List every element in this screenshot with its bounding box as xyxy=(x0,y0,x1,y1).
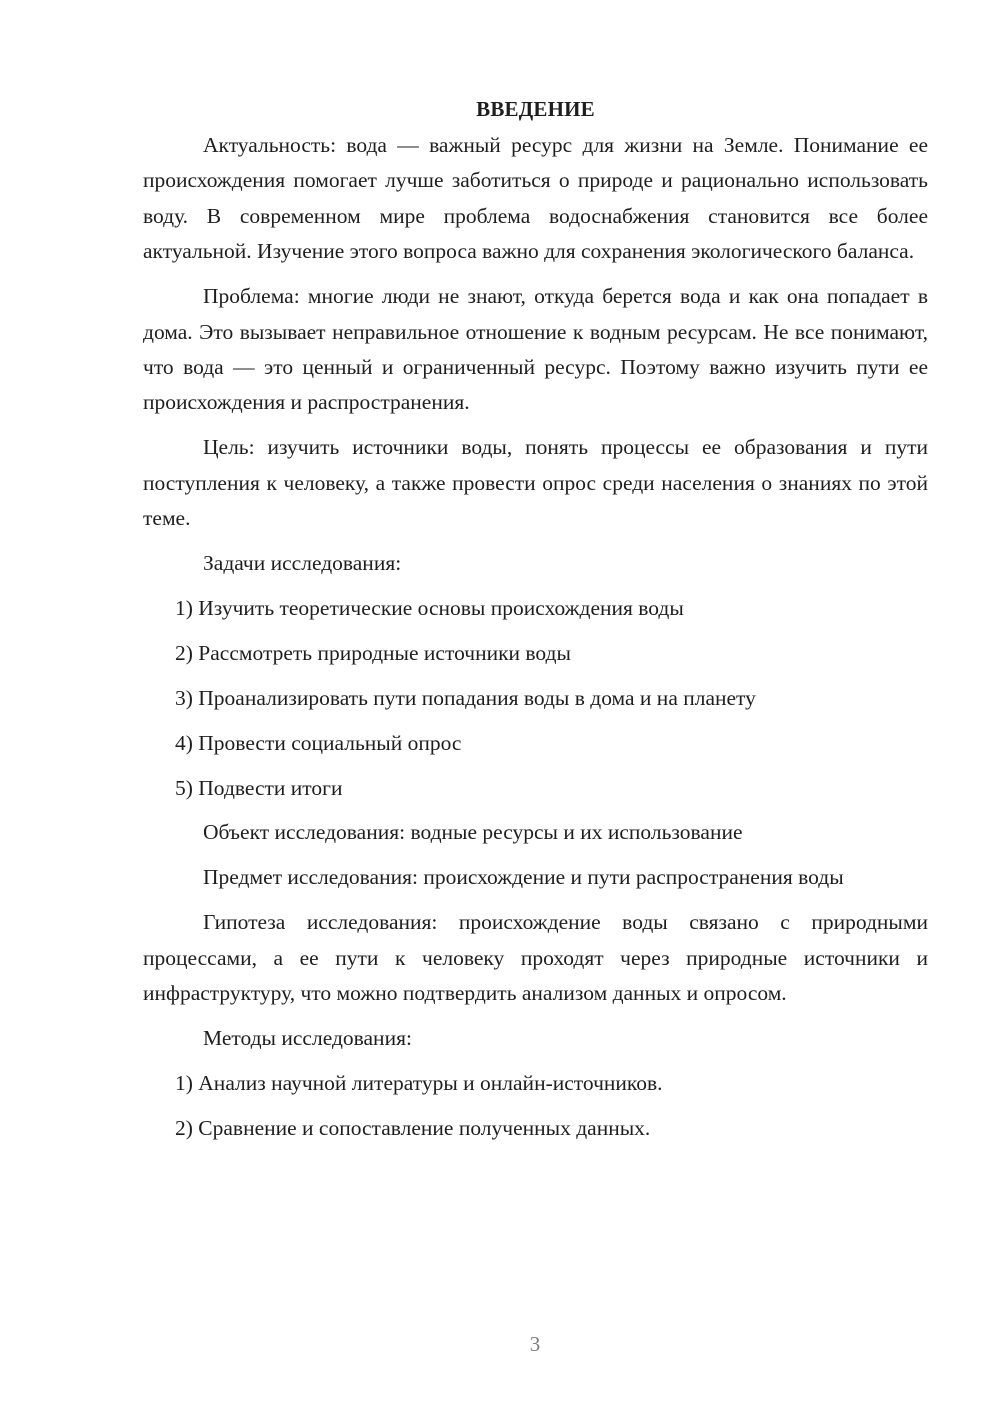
section-title: ВВЕДЕНИЕ xyxy=(476,97,595,121)
method-item: 2) Сравнение и сопоставление полученных данных. xyxy=(175,1115,651,1140)
subject-paragraph: Предмет исследования: происхождение и пути распространения воды xyxy=(203,865,844,890)
problem-paragraph: Проблема: многие люди не знают, откуда берется вода и как она попадает в дома. Это вызывает неправильное отношение к водным ресурсам. Не все понимают, что вода — это ценный и ограниченный ресурс. Поэтому важно изучить пути ее происхождения и распространения. xyxy=(143,284,928,415)
document-page xyxy=(143,94,928,1156)
task-item: 5) Подвести итоги xyxy=(175,775,343,800)
object-paragraph: Объект исследования: водные ресурсы и их использование xyxy=(203,820,743,845)
page-number: 3 xyxy=(529,1332,541,1356)
methods-list xyxy=(143,1066,928,1146)
task-item: 3) Проанализировать пути попадания воды в дома и на планету xyxy=(175,685,756,710)
hypothesis-paragraph: Гипотеза исследования: происхождение воды связано с природными процессами, а ее пути к человеку проходят через природные источники и инфраструктуру, что можно подтвердить анализом данных и опросом. xyxy=(143,910,928,1006)
methods-heading: Методы исследования: xyxy=(203,1025,412,1050)
task-item: 1) Изучить теоретические основы происхождения воды xyxy=(175,595,684,620)
tasks-list xyxy=(143,591,928,806)
relevance-paragraph: Актуальность: вода — важный ресурс для жизни на Земле. Понимание ее происхождения помогает лучше заботиться о природе и рационально использовать воду. В современном мире проблема водоснабжения становится все более актуальной. Изучение этого вопроса важно для сохранения экологического баланса. xyxy=(143,133,928,264)
task-item: 2) Рассмотреть природные источники воды xyxy=(175,640,571,665)
tasks-heading: Задачи исследования: xyxy=(203,550,402,575)
task-item: 4) Провести социальный опрос xyxy=(175,730,462,755)
method-item: 1) Анализ научной литературы и онлайн-источников. xyxy=(175,1070,663,1095)
goal-paragraph: Цель: изучить источники воды, понять процессы ее образования и пути поступления к человеку, а также провести опрос среди населения о знаниях по этой теме. xyxy=(143,435,928,531)
